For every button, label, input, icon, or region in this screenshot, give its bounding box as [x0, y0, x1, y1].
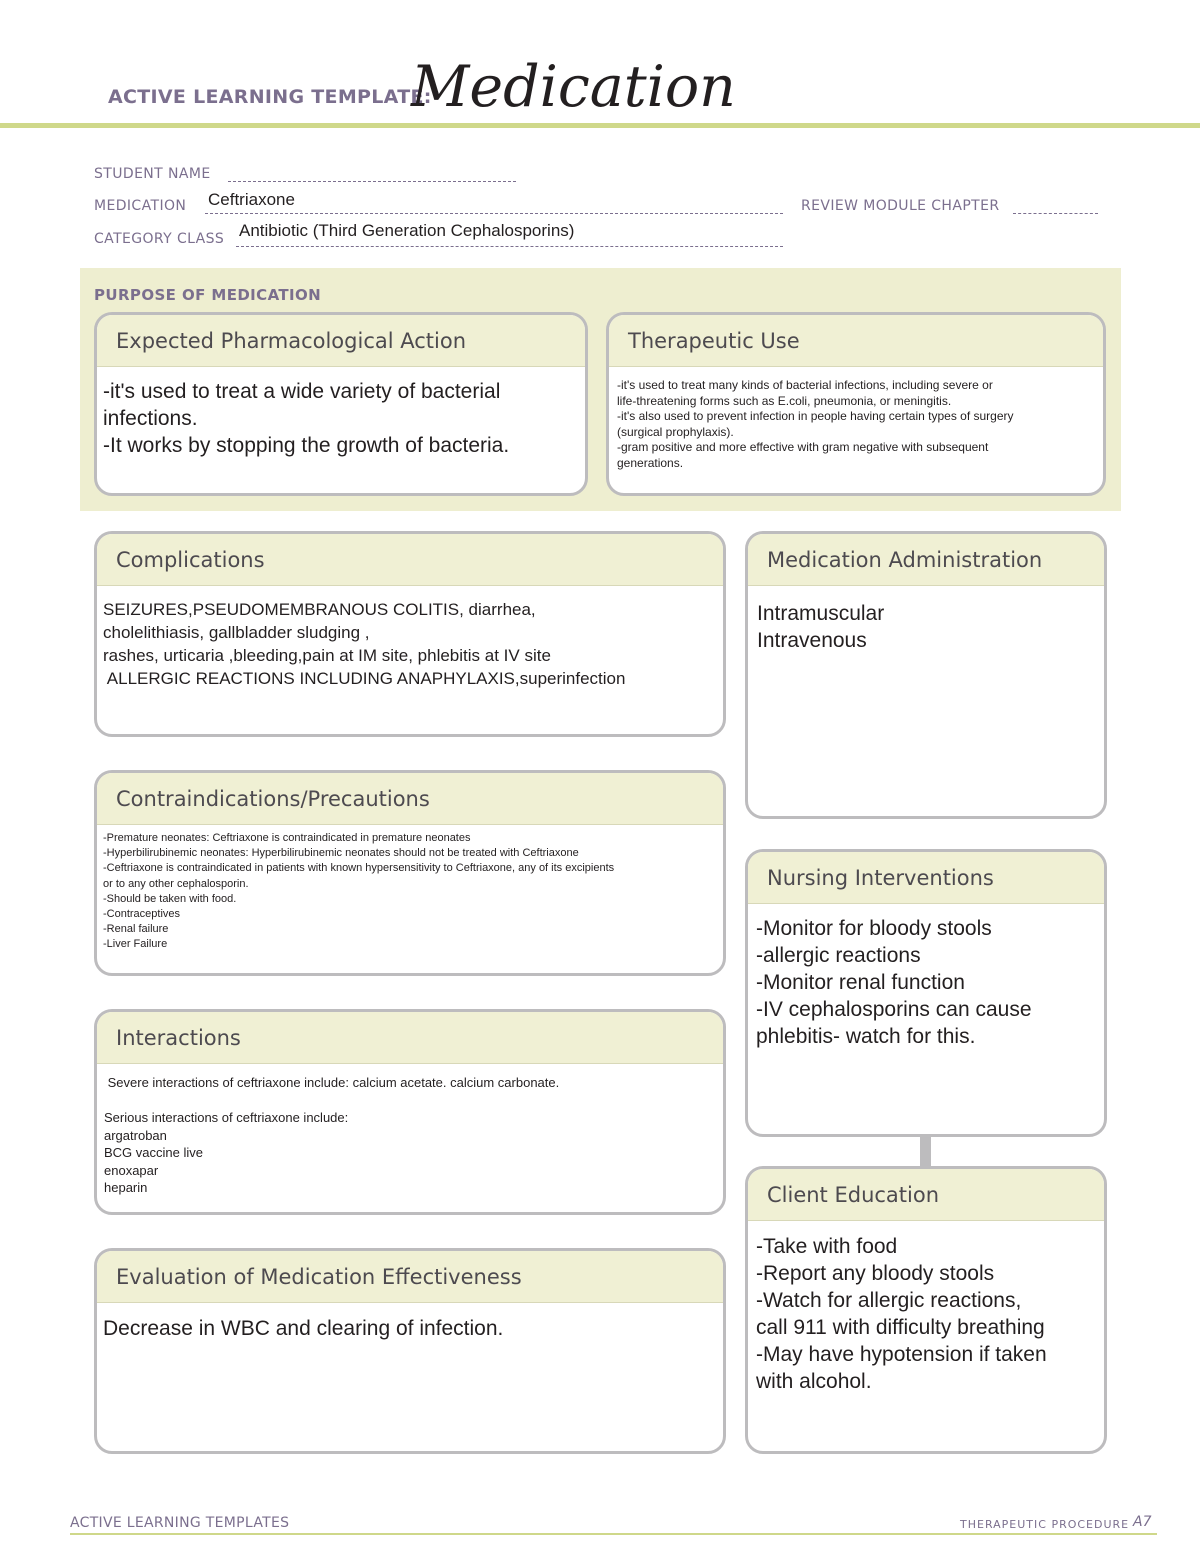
page-title: Medication — [411, 54, 736, 120]
category-class-field[interactable]: Antibiotic (Third Generation Cephalosporins) — [239, 221, 575, 240]
contraindications-box[interactable] — [94, 770, 726, 976]
student-name-line — [228, 181, 516, 182]
interactions-box[interactable] — [94, 1009, 726, 1215]
medication-field[interactable]: Ceftriaxone — [208, 190, 295, 209]
client-education-heading: Client Education — [748, 1169, 1104, 1221]
expected-action-box[interactable] — [94, 312, 588, 496]
therapeutic-use-text: -it's used to treat many kinds of bacterial infections, including severe or life-threatening forms such as E.coli, pneumonia, or meningitis. -it's also used to prevent infection in people having certain types of surgery (surgical prophylaxis). -gram positive and more effective with gram negative with subsequent generations. — [617, 378, 1014, 470]
nursing-interventions-heading: Nursing Interventions — [748, 852, 1104, 904]
category-class-label: CATEGORY CLASS — [94, 231, 225, 247]
footer-title: ACTIVE LEARNING TEMPLATES — [70, 1515, 290, 1531]
nursing-interventions-text: -Monitor for bloody stools -allergic reactions -Monitor renal function -IV cephalosporins can cause phlebitis- watch for this. — [756, 917, 1032, 1048]
contraindications-text: -Premature neonates: Ceftriaxone is contraindicated in premature neonates -Hyperbilirubinemic neonates: Hyperbilirubinemic neonates should not be treated with Ceftriaxone -Ceftriaxone is contraindicated in patients with known hypersensitivity to Ceftriaxone, any of its excipients or to any other cephalosporin. -Should be taken with food. -Contraceptives -Renal failure -Liver Failure — [103, 832, 615, 951]
medication-administration-heading: Medication Administration — [748, 534, 1104, 586]
client-education-box[interactable] — [745, 1166, 1107, 1454]
footer-divider — [70, 1533, 1157, 1535]
interactions-heading: Interactions — [97, 1012, 723, 1064]
interactions-text: Severe interactions of ceftriaxone include: calcium acetate. calcium carbonate. Serious interactions of ceftriaxone include: argatroban BCG vaccine live enoxapar heparin — [104, 1075, 560, 1195]
therapeutic-use-heading: Therapeutic Use — [609, 315, 1103, 367]
nursing-interventions-box[interactable] — [745, 849, 1107, 1137]
expected-action-text: -it's used to treat a wide variety of bacterial infections. -It works by stopping the growth of bacteria. — [103, 380, 510, 457]
header-divider — [0, 123, 1200, 128]
complications-heading: Complications — [97, 534, 723, 586]
medication-label: MEDICATION — [94, 198, 187, 214]
evaluation-text: Decrease in WBC and clearing of infection. — [103, 1317, 504, 1340]
template-label: ACTIVE LEARNING TEMPLATE: — [108, 86, 432, 108]
client-education-text: -Take with food -Report any bloody stools -Watch for allergic reactions, call 911 with difficulty breathing -May have hypotension if taken with alcohol. — [756, 1235, 1047, 1393]
medication-line — [205, 213, 783, 214]
complications-box[interactable] — [94, 531, 726, 737]
category-class-line — [236, 246, 783, 247]
complications-text: SEIZURES,PSEUDOMEMBRANOUS COLITIS, diarrhea, cholelithiasis, gallbladder sludging , rashes, urticaria ,bleeding,pain at IM site, phlebitis at IV site ALLERGIC REACTIONS INCLUDING ANAPHYLAXIS,superinfection — [103, 600, 626, 688]
review-module-label: REVIEW MODULE CHAPTER — [801, 198, 1000, 214]
evaluation-box[interactable] — [94, 1248, 726, 1454]
review-module-line — [1013, 213, 1098, 214]
student-name-label: STUDENT NAME — [94, 166, 211, 182]
footer-section: THERAPEUTIC PROCEDURE — [960, 1518, 1130, 1531]
expected-action-heading: Expected Pharmacological Action — [97, 315, 585, 367]
therapeutic-use-box[interactable] — [606, 312, 1106, 496]
medication-administration-box[interactable] — [745, 531, 1107, 819]
medication-administration-text: Intramuscular Intravenous — [757, 602, 885, 652]
contraindications-heading: Contraindications/Precautions — [97, 773, 723, 825]
page-number: A7 — [1133, 1514, 1152, 1530]
purpose-title: PURPOSE OF MEDICATION — [94, 286, 322, 304]
evaluation-heading: Evaluation of Medication Effectiveness — [97, 1251, 723, 1303]
box-connector — [920, 1137, 931, 1167]
